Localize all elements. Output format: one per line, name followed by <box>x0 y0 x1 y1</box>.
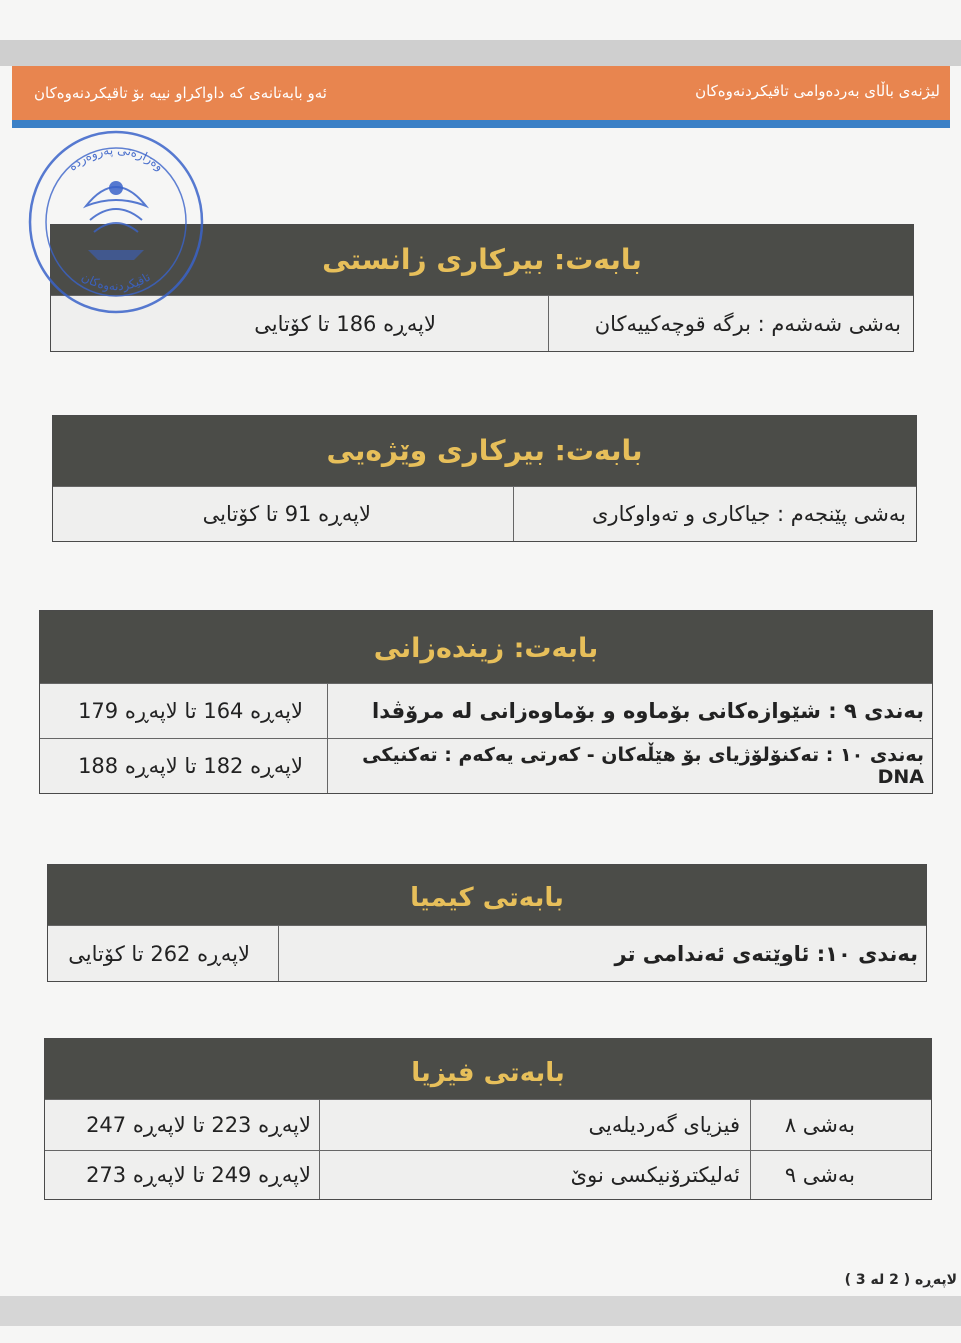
seal-top-text: وەزارەتی پەروەردە <box>65 142 167 174</box>
pages-cell: لاپەڕە 223 تا لاپەڕە 247 <box>45 1100 320 1150</box>
ministry-seal-stamp <box>24 128 206 316</box>
header-left-text: ئەو بابەتانەی کە داواکراو نییە بۆ تاقیکردنەوەکان <box>34 84 327 102</box>
section-title: بابەتی کیمیا <box>48 865 926 925</box>
topic-cell: فیزیای گەردیلەیی <box>320 1100 751 1150</box>
svg-text:وەزارەتی پەروەردە <box>65 143 166 174</box>
pages-cell: لاپەڕە 182 تا لاپەڕە 188 <box>40 739 328 793</box>
header-right-text: لیژنەی باڵای بەردەوامی تاقیکردنەوەکان <box>695 82 940 100</box>
section-title: بابەت: بیرکاری زانستی <box>51 225 913 295</box>
bottom-scan-band <box>0 1296 961 1326</box>
section-title: بابەت: زیندەزانی <box>40 611 932 683</box>
part-cell: بەندی ١٠ : تەکنۆلۆژیای بۆ هێڵەکان - کەرتی یەکەم : تەکنیکی DNA <box>362 744 924 788</box>
table-row <box>45 1099 931 1150</box>
header-blue-line <box>12 120 950 128</box>
seal-bottom-text: تاقیکردنەوەکان <box>79 269 153 294</box>
pages-cell: لاپەڕە 186 تا کۆتایی <box>51 296 549 351</box>
part-cell: بەندی ٩ : شێوازەکانی بۆماوە و بۆماوەزانی لە مرۆڤدا <box>372 699 924 723</box>
top-scan-band <box>0 40 961 66</box>
part-cell: بەشی پێنجەم : جیاکاری و تەواوکاری <box>591 502 906 526</box>
section-chemistry <box>47 864 927 982</box>
pages-cell: لاپەڕە 249 تا لاپەڕە 273 <box>45 1151 320 1199</box>
pages-cell: لاپەڕە 91 تا کۆتایی <box>53 487 514 541</box>
pages-cell: لاپەڕە 262 تا کۆتایی <box>48 926 279 981</box>
table-row <box>53 486 916 541</box>
table-row <box>40 683 932 738</box>
section-physics <box>44 1038 932 1200</box>
section-biology <box>39 610 933 794</box>
chapter-cell: بەشی ٩ <box>784 1163 855 1187</box>
part-cell: بەندی ١٠: ئاوێتەی ئەندامی تر <box>614 941 918 966</box>
section-math-literary <box>52 415 917 542</box>
table-row <box>45 1150 931 1199</box>
pages-cell: لاپەڕە 164 تا لاپەڕە 179 <box>40 684 328 738</box>
page-number: لاپەڕە ( 2 لە 3 ) <box>844 1272 957 1288</box>
svg-text:تاقیکردنەوەکان <box>79 270 153 294</box>
section-title: بابەت: بیرکاری وێژەیی <box>53 416 916 486</box>
section-title: بابەتی فیزیا <box>45 1039 931 1099</box>
table-row <box>48 925 926 981</box>
header-bar <box>12 66 950 120</box>
chapter-cell: بەشی ٨ <box>784 1113 855 1137</box>
table-row <box>40 738 932 793</box>
topic-cell: ئەلیکترۆنیکسی نوێ <box>320 1151 751 1199</box>
part-cell: بەشی شەشەم : برگە قوچەکییەکان <box>594 311 901 336</box>
